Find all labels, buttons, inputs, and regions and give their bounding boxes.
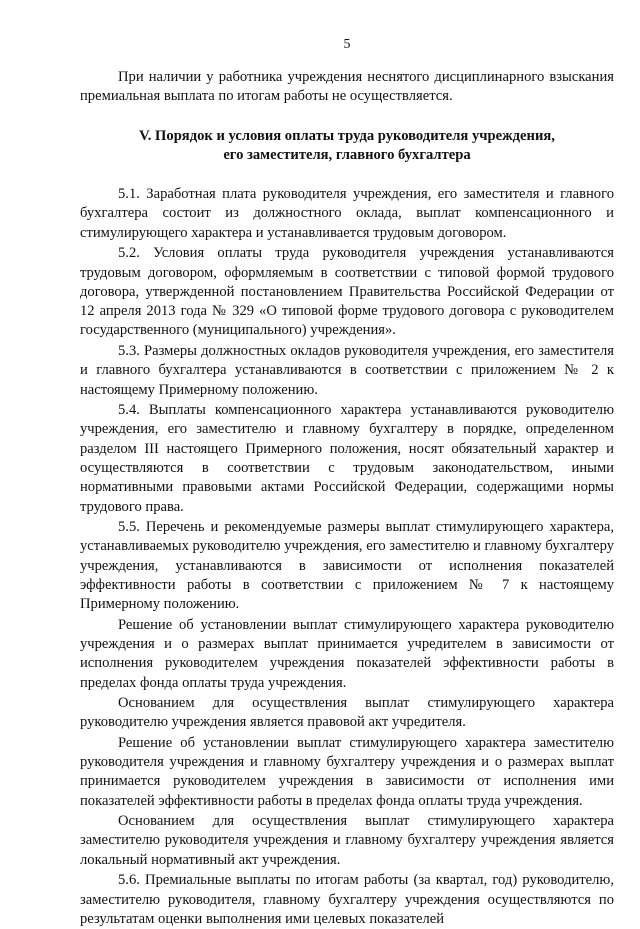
- paragraph-5-6: 5.6. Премиальные выплаты по итогам работы (за квартал, год) руководителю, заместителю руководителя, главному бухгалтеру учреждения осуществляются по результатам оценки выполнения ими целевых показателей: [80, 872, 614, 927]
- paragraph-5-2: 5.2. Условия оплаты труда руководителя учреждения устанавливаются трудовым договором, оформляемым в соответствии с типовой формой трудового договора, утвержденной постановлением Правительства Российской Федерации от 12 апреля 2013 года № 329 «О типовой форме трудового договора с руководителем государственного (муниципального) учреждения».: [80, 245, 614, 339]
- paragraph-basis-deputy: Основанием для осуществления выплат стимулирующего характера заместителю руководителя учреждения и главному бухгалтеру учреждения является локальный нормативный акт учреждения.: [80, 813, 614, 868]
- section-title-line-1: V. Порядок и условия оплаты труда руководителя учреждения,: [139, 127, 555, 144]
- section-title-line-2: его заместителя, главного бухгалтера: [223, 146, 471, 163]
- paragraph-5-1: 5.1. Заработная плата руководителя учреждения, его заместителя и главного бухгалтера состоит из должностного оклада, выплат компенсационного и стимулирующего характера и устанавливается трудовым договором.: [80, 186, 614, 241]
- paragraph-5-4: 5.4. Выплаты компенсационного характера устанавливаются руководителю учреждения, его заместителю и главному бухгалтеру в порядке, определенном разделом III настоящего Примерного положения, носят обязательный характер и осуществляются в соответствии с трудовым законодательством, иными нормативными правовыми актами Российской Федерации, содержащими нормы трудового права.: [80, 402, 614, 515]
- paragraph-5-5: 5.5. Перечень и рекомендуемые размеры выплат стимулирующего характера, устанавливаемых руководителю учреждения, его заместителю и главному бухгалтеру учреждения, устанавливаются в зависимости от исполнения показателей эффективности работы в соответствии с приложением № 7 к настоящему Примерному положению.: [80, 518, 614, 613]
- intro-paragraph: При наличии у работника учреждения неснятого дисциплинарного взыскания премиальная выплата по итогам работы не осуществляется.: [80, 69, 614, 105]
- page-number: 5: [343, 37, 351, 52]
- paragraph-5-3: 5.3. Размеры должностных окладов руководителя учреждения, его заместителя и главного бухгалтера устанавливаются в соответствии с приложением № 2 к настоящему Примерному положению.: [80, 342, 614, 398]
- section-title: [80, 127, 614, 166]
- paragraph-decision-head: Решение об установлении выплат стимулирующего характера руководителю учреждения и о размерах выплат принимается учредителем в зависимости от исполнения руководителем учреждения показателей эффективности работы в пределах фонда оплаты труда учреждения.: [80, 616, 614, 691]
- paragraph-decision-deputy: Решение об установлении выплат стимулирующего характера заместителю руководителя учреждения и главному бухгалтеру учреждения и о размерах выплат принимается руководителем учреждения в зависимости от исполнения ими показателей эффективности работы в пределах фонда оплаты труда учреждения.: [80, 734, 614, 809]
- paragraph-basis-head: Основанием для осуществления выплат стимулирующего характера руководителю учреждения является правовой акт учредителя.: [80, 695, 614, 731]
